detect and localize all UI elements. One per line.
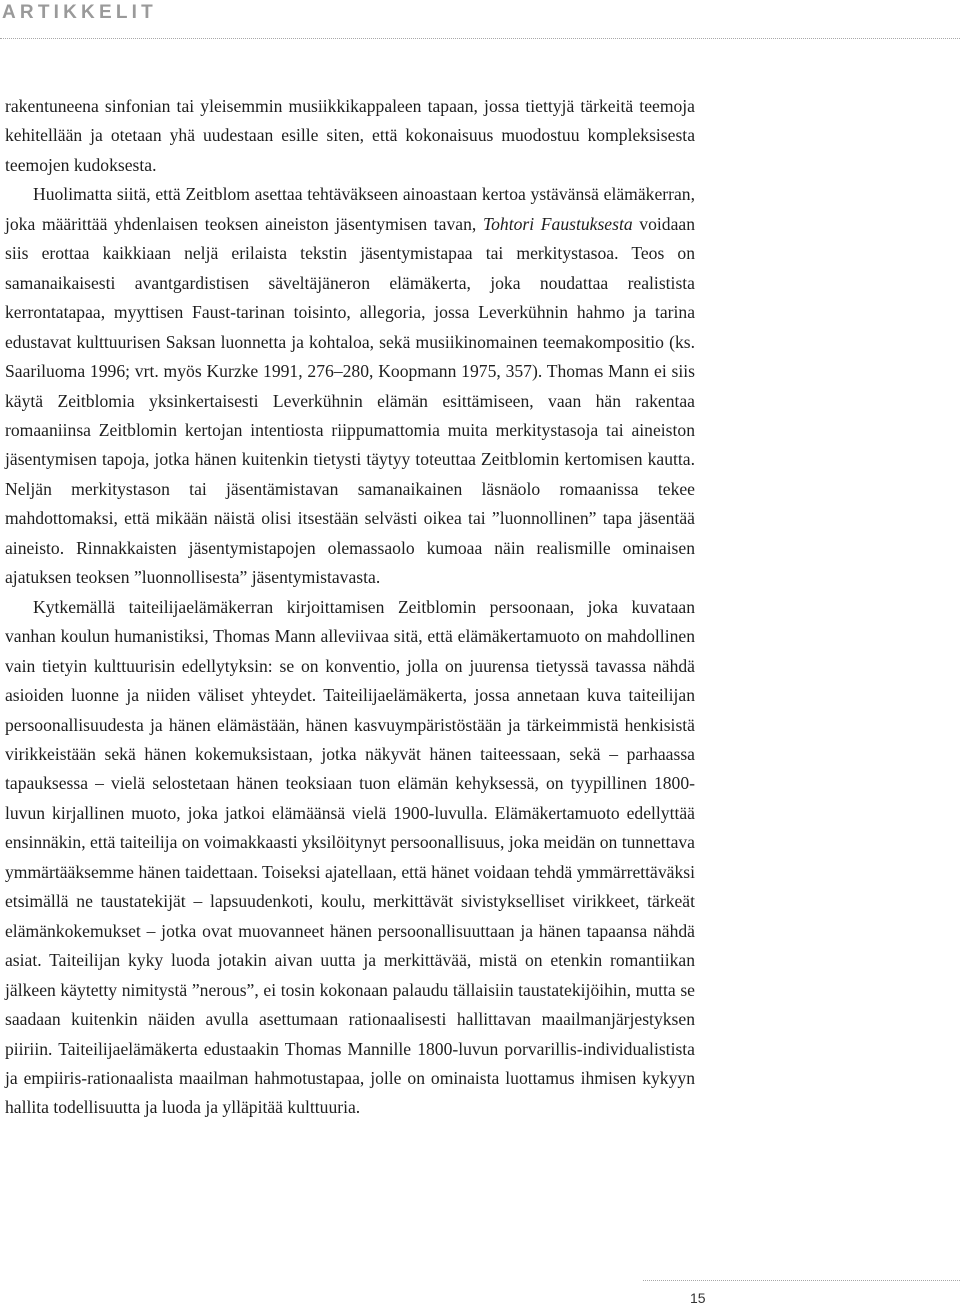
article-body bbox=[5, 92, 695, 1123]
paragraph-2-body: voidaan siis erottaa kaikkiaan neljä erilaista tekstin jäsentymistapaa tai merkitystasoa. Teos on samanaikaisesti avantgardistisen säveltäjäneron elämäkerta, joka noudattaa realistista kerrontatapaa, myyttisen Faust-tarinan toisinto, allegoria, jossa Leverkühnin hahmo ja tarina edustavat kulttuurisen Saksan luonnetta ja kohtaloa, sekä musiikinomainen teemakompositio (ks. Saariluoma 1996; vrt. myös Kurzke 1991, 276–280, Koopmann 1975, 357). Thomas Mann ei siis käytä Zeitblomia yksinkertaisesti Leverkühnin elämän esittämiseen, vaan hän rakentaa romaaniinsa Zeitblomin kertojan intentiosta riippumattomia muita merkitystasoja tai aineiston jäsentymisen tapoja, jotka hänen kuitenkin tietysti täytyy toteuttaa Zeitblomin kertomisen kautta. Neljän merkitystason tai jäsentämistavan samanaikainen läsnäolo romaanissa tekee mahdottomaksi, että mikään näistä olisi itsestään selvästi oikea tai ”luonnollinen” tapa jäsentää aineisto. Rinnakkaisten jäsentymistapojen olemassaolo kumoaa näin realismille ominaisen ajatuksen teoksen ”luonnollisesta” jäsentymistavasta. bbox=[5, 213, 695, 588]
section-label: ARTIKKELIT bbox=[2, 2, 157, 23]
page-number: 15 bbox=[690, 1290, 706, 1306]
paragraph-2-intro: Huolimatta siitä, että Zeitblom asettaa tehtäväkseen ainoastaan kertoa ystävänsä elämäkerran, joka määrittää yhdenlaisen teoksen aineiston jäsentymisen tavan, bbox=[5, 184, 695, 234]
book-title: Tohtori Faustuksesta bbox=[482, 213, 633, 234]
footer-divider bbox=[643, 1280, 960, 1281]
paragraph-3: Kytkemällä taiteilijaelämäkerran kirjoittamisen Zeitblomin persoonaan, joka kuvataan vanhan koulun humanistiksi, Thomas Mann alleviivaa sitä, että elämäkertamuoto on mahdollinen vain tietyin kulttuurisin edellytyksin: se on konventio, jolla on juurensa tietyssä tavassa nähdä asioiden luonne ja niiden väliset yhteydet. Taiteilijaelämäkerta, jossa annetaan kuva taiteilijan persoonallisuudesta ja hänen elämästään, hänen kasvuympäristöstään ja tärkeimmistä henkisistä virikkeistään sekä hänen kokemuksistaan, jotka näkyvät hänen taiteessaan, sekä – parhaassa tapauksessa – vielä selostetaan hänen teoksiaan tuon elämän kehyksessä, on tyypillinen 1800-luvun kirjallinen muoto, joka jatkoi elämäänsä vielä 1900-luvulla. Elämäkertamuoto edellyttää ensinnäkin, että taiteilija on voimakkaasti yksilöitynyt persoonallisuus, joka meidän on tunnettava ymmärtääksemme hänen taidettaan. Toiseksi ajatellaan, että hänet voidaan tehdä ymmärrettäväksi etsimällä ne taustatekijät – lapsuudenkoti, koulu, merkittävät sivistykselliset virikkeet, tärkeät elämänkokemukset – jotka ovat muovanneet hänen persoonallisuuttaan ja hänen tapaansa nähdä asiat. Taiteilijan kyky luoda jotakin aivan uutta ja merkittävää, mistä on etenkin romantiikan jälkeen käytetty nimitystä ”nerous”, ei tosin kokonaan palaudu tällaisiin taustatekijöihin, mutta se saadaan kuitenkin näiden avulla asettumaan rationaalisesti hallittavan maailmanjärjestyksen piiriin. Taiteilijaelämäkerta edustaakin Thomas Mannille 1800-luvun porvarillis-individualistista ja empiiris-rationaalista maailman hahmotustapaa, jolle on ominaista luottamus ihmisen kykyyn hallita todellisuutta ja luoda ja ylläpitää kulttuuria. bbox=[5, 596, 695, 1118]
paragraph-1: rakentuneena sinfonian tai yleisemmin musiikkikappaleen tapaan, jossa tiettyjä tärkeitä teemoja kehitellään ja otetaan yhä uudestaan esille siten, että kokonaisuus muodostuu kompleksisesta teemojen kudoksesta. bbox=[5, 96, 695, 175]
paragraph-2 bbox=[5, 180, 695, 592]
header-divider bbox=[0, 38, 960, 39]
